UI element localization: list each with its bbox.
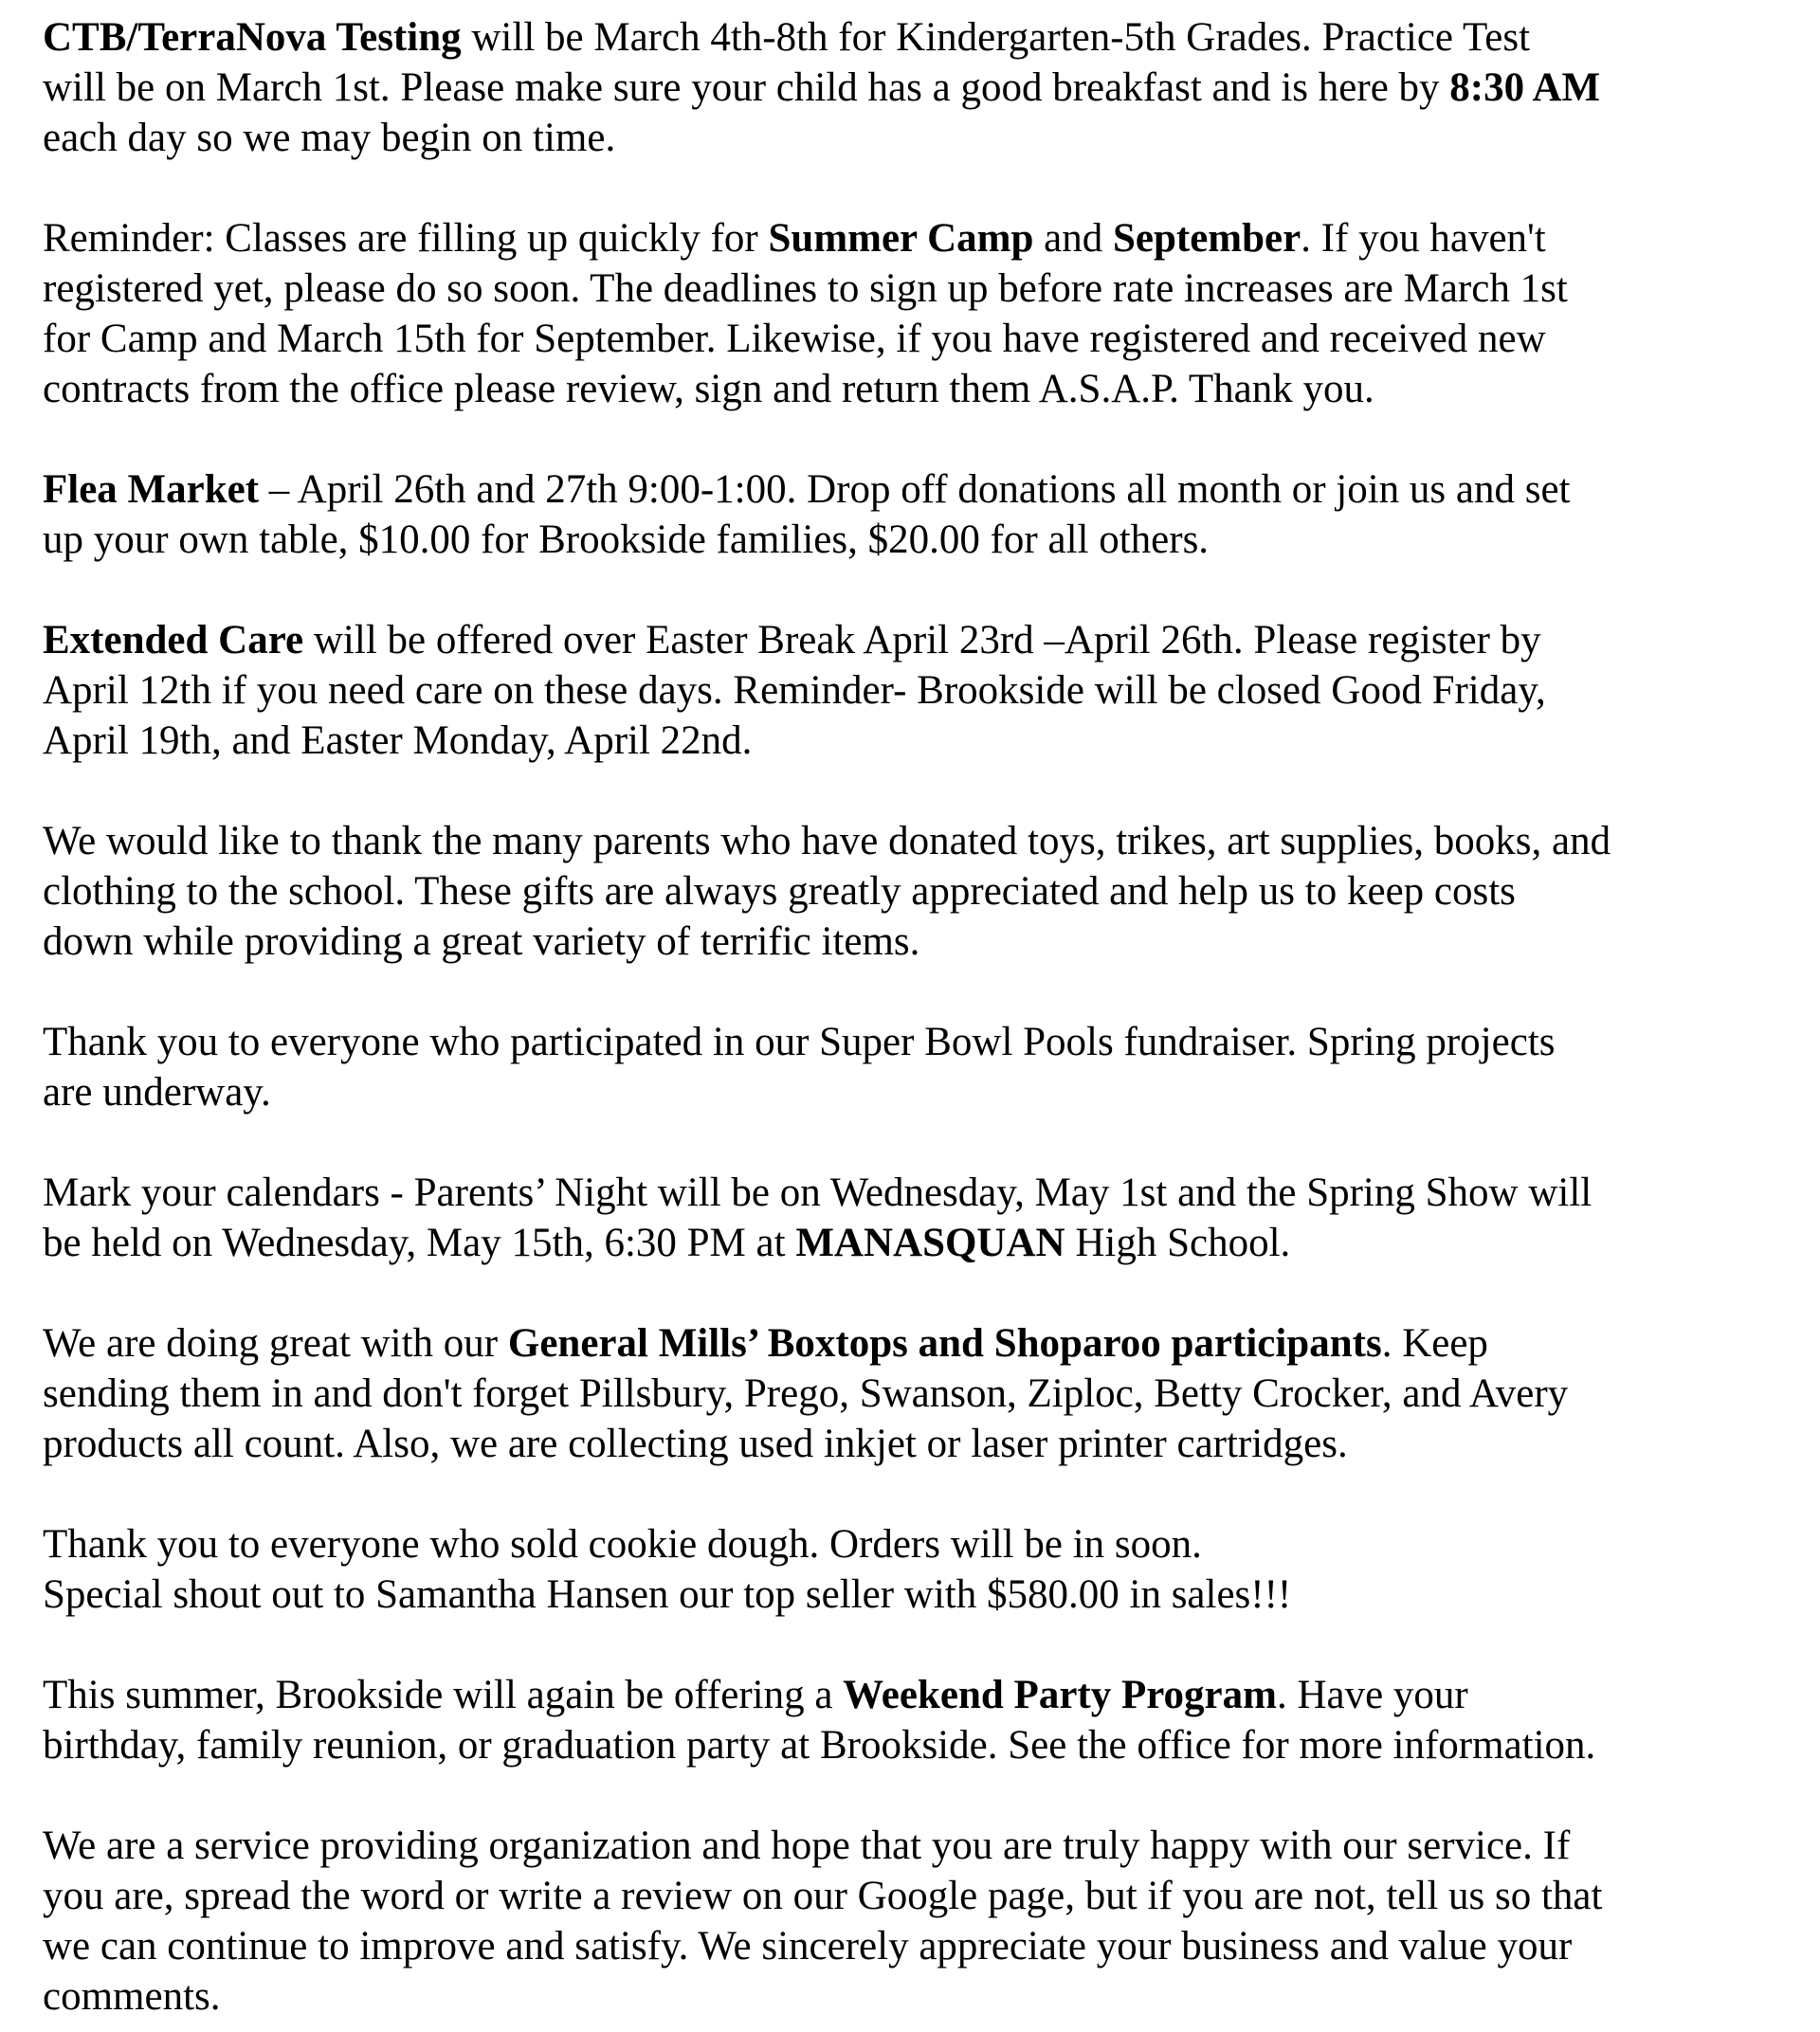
text-run: High School. bbox=[1065, 1221, 1291, 1265]
bold-text: Summer Camp bbox=[768, 216, 1034, 261]
paragraph-line bbox=[43, 1419, 1782, 1469]
paragraph-registration-reminder bbox=[43, 213, 1782, 414]
paragraph-line bbox=[43, 1569, 1782, 1620]
paragraph-line bbox=[43, 314, 1782, 364]
paragraph-line bbox=[43, 1871, 1782, 1921]
text-run: for Camp and March 15th for September. Likewise, if you have registered and received new bbox=[43, 317, 1546, 361]
text-run: . Have your bbox=[1276, 1673, 1468, 1717]
text-run: April 12th if you need care on these days. Reminder- Brookside will be closed Good Friday, bbox=[43, 668, 1546, 713]
text-run: Thank you to everyone who participated in our Super Bowl Pools fundraiser. Spring projects bbox=[43, 1020, 1556, 1064]
paragraph-line bbox=[43, 213, 1782, 263]
paragraph-extended-care bbox=[43, 615, 1782, 766]
text-run: will be March 4th-8th for Kindergarten-5th Grades. Practice Test bbox=[461, 15, 1531, 60]
paragraph-line bbox=[43, 1519, 1782, 1569]
text-run: products all count. Also, we are collecting used inkjet or laser printer cartridges. bbox=[43, 1422, 1348, 1466]
paragraph-line bbox=[43, 464, 1782, 515]
paragraph-testing bbox=[43, 12, 1782, 163]
paragraph-service-review bbox=[43, 1821, 1782, 2022]
bold-text: 8:30 AM bbox=[1449, 65, 1601, 110]
text-run: . If you haven't bbox=[1301, 216, 1546, 261]
text-run: clothing to the school. These gifts are always greatly appreciated and help us to keep costs bbox=[43, 869, 1516, 914]
paragraph-line bbox=[43, 916, 1782, 967]
paragraph-line bbox=[43, 1168, 1782, 1218]
text-run: birthday, family reunion, or graduation party at Brookside. See the office for more information. bbox=[43, 1723, 1596, 1768]
paragraph-line bbox=[43, 866, 1782, 916]
paragraph-calendar-events bbox=[43, 1168, 1782, 1268]
paragraph-line bbox=[43, 263, 1782, 314]
text-run: down while providing a great variety of terrific items. bbox=[43, 919, 920, 964]
paragraph-donations-thanks bbox=[43, 816, 1782, 967]
text-run: be held on Wednesday, May 15th, 6:30 PM at bbox=[43, 1221, 796, 1265]
text-run: April 19th, and Easter Monday, April 22nd. bbox=[43, 718, 753, 763]
paragraph-line bbox=[43, 1218, 1782, 1268]
text-run: and bbox=[1033, 216, 1113, 261]
bold-text: MANASQUAN bbox=[795, 1221, 1065, 1265]
text-run: contracts from the office please review, sign and return them A.S.A.P. Thank you. bbox=[43, 367, 1374, 411]
paragraph-super-bowl-fundraiser bbox=[43, 1017, 1782, 1117]
text-run: we can continue to improve and satisfy. We sincerely appreciate your business and value your bbox=[43, 1924, 1573, 1968]
text-run: We are doing great with our bbox=[43, 1321, 508, 1366]
text-run: will be on March 1st. Please make sure your child has a good breakfast and is here by bbox=[43, 65, 1450, 110]
text-run: each day so we may begin on time. bbox=[43, 116, 616, 160]
text-run: – April 26th and 27th 9:00-1:00. Drop off donations all month or join us and set bbox=[259, 467, 1571, 512]
paragraph-line bbox=[43, 1971, 1782, 2022]
bold-text: Extended Care bbox=[43, 618, 304, 662]
paragraph-line bbox=[43, 1067, 1782, 1117]
paragraph-line bbox=[43, 615, 1782, 665]
paragraph-flea-market bbox=[43, 464, 1782, 565]
paragraph-line bbox=[43, 12, 1782, 63]
paragraph-boxtops bbox=[43, 1318, 1782, 1469]
bold-text: September bbox=[1112, 216, 1301, 261]
paragraph-line bbox=[43, 665, 1782, 716]
paragraph-line bbox=[43, 816, 1782, 866]
paragraph-line bbox=[43, 364, 1782, 414]
bold-text: Weekend Party Program bbox=[843, 1673, 1277, 1717]
text-run: Reminder: Classes are filling up quickly for bbox=[43, 216, 769, 261]
text-run: sending them in and don't forget Pillsbury, Prego, Swanson, Ziploc, Betty Crocker, and Avery bbox=[43, 1371, 1569, 1416]
text-run: We are a service providing organization and hope that you are truly happy with our service. If bbox=[43, 1823, 1571, 1868]
paragraph-line bbox=[43, 515, 1782, 565]
text-run: This summer, Brookside will again be offering a bbox=[43, 1673, 844, 1717]
paragraph-line bbox=[43, 1017, 1782, 1067]
paragraph-line bbox=[43, 1720, 1782, 1770]
paragraph-line bbox=[43, 113, 1782, 163]
paragraph-line bbox=[43, 1369, 1782, 1419]
text-run: . Keep bbox=[1381, 1321, 1488, 1366]
bold-text: CTB/TerraNova Testing bbox=[43, 15, 462, 60]
bold-text: Flea Market bbox=[43, 467, 260, 512]
paragraph-line bbox=[43, 63, 1782, 113]
text-run: will be offered over Easter Break April 23rd –April 26th. Please register by bbox=[303, 618, 1541, 662]
text-run: you are, spread the word or write a review on our Google page, but if you are not, tell us so that bbox=[43, 1874, 1603, 1918]
paragraph-line bbox=[43, 716, 1782, 766]
text-run: We would like to thank the many parents who have donated toys, trikes, art supplies, books, and bbox=[43, 819, 1611, 863]
text-run: registered yet, please do so soon. The deadlines to sign up before rate increases are March 1st bbox=[43, 266, 1568, 311]
bold-text: General Mills’ Boxtops and Shoparoo participants bbox=[507, 1321, 1382, 1366]
text-run: up your own table, $10.00 for Brookside families, $20.00 for all others. bbox=[43, 517, 1210, 562]
paragraph-cookie-dough bbox=[43, 1519, 1782, 1620]
text-run: are underway. bbox=[43, 1070, 271, 1115]
paragraph-line bbox=[43, 1318, 1782, 1369]
text-run: comments. bbox=[43, 1974, 221, 2019]
paragraph-weekend-party bbox=[43, 1670, 1782, 1770]
paragraph-line bbox=[43, 1670, 1782, 1720]
text-run: Mark your calendars - Parents’ Night will be on Wednesday, May 1st and the Spring Show will bbox=[43, 1170, 1592, 1215]
text-run: Thank you to everyone who sold cookie dough. Orders will be in soon. bbox=[43, 1522, 1202, 1567]
paragraph-line bbox=[43, 1821, 1782, 1871]
text-run: Special shout out to Samantha Hansen our top seller with $580.00 in sales!!! bbox=[43, 1572, 1292, 1617]
paragraph-line bbox=[43, 1921, 1782, 1971]
